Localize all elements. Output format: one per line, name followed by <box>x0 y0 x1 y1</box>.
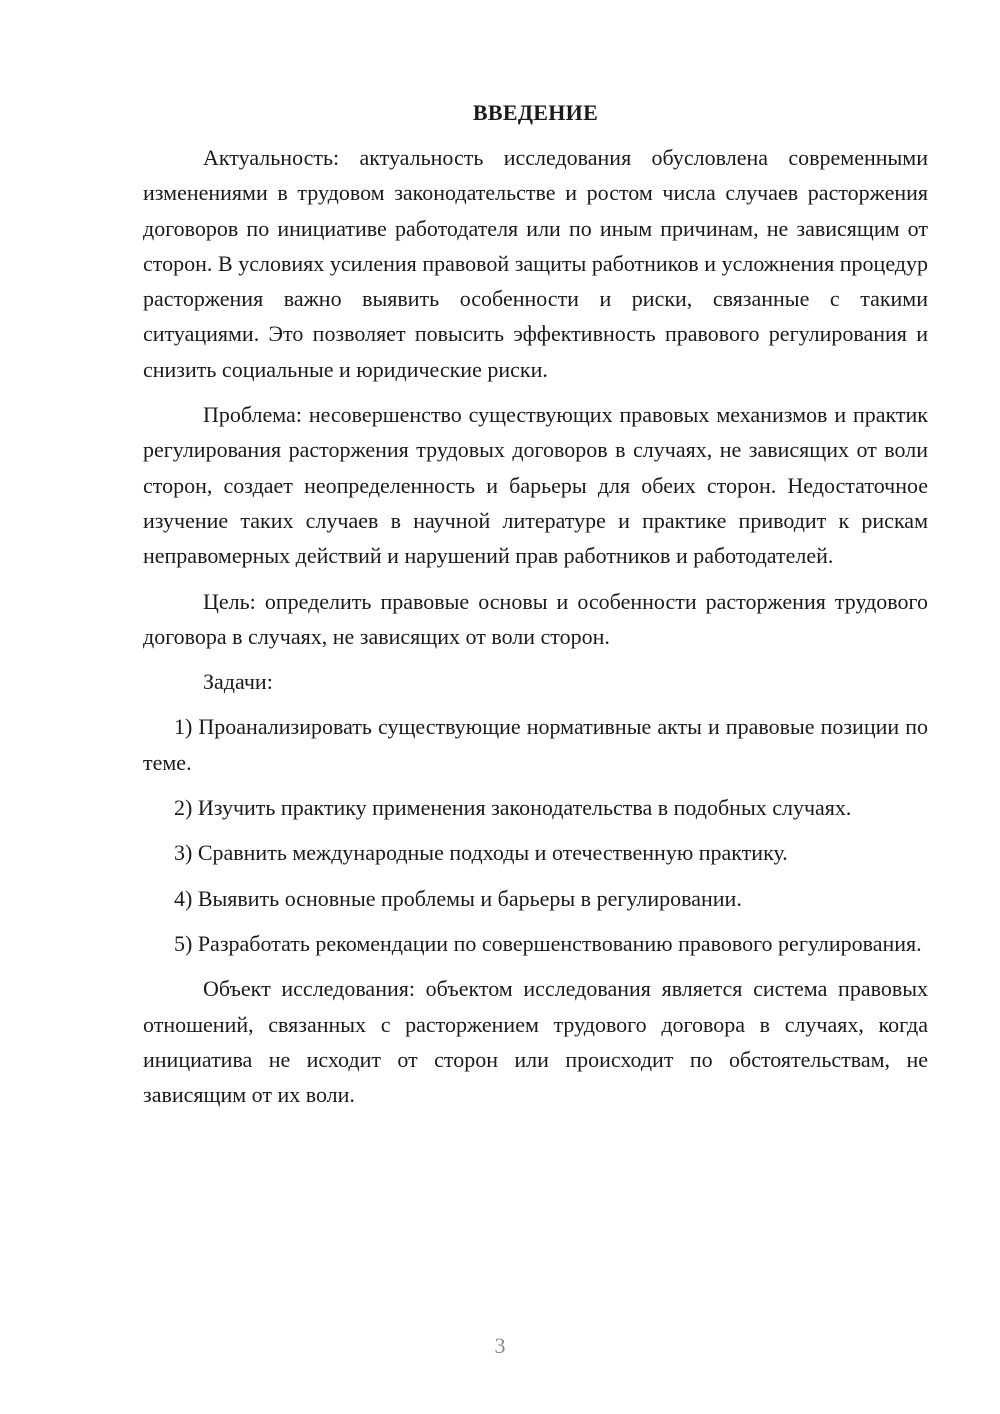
task-item: 3) Сравнить международные подходы и отечественную практику. <box>174 840 788 866</box>
problem-paragraph: Проблема: несовершенство существующих правовых механизмов и практик регулирования расторжения трудовых договоров в случаях, не зависящих от воли сторон, создает неопределенность и барьеры для обеих сторон. Недостаточное изучение таких случаев в научной литературе и практике приводит к рискам неправомерных действий и нарушений прав работников и работодателей. <box>143 402 928 569</box>
task-item: 1) Проанализировать существующие нормативные акты и правовые позиции по теме. <box>143 714 928 775</box>
task-item: 4) Выявить основные проблемы и барьеры в регулировании. <box>174 885 742 911</box>
task-item: 5) Разработать рекомендации по совершенствованию правового регулирования. <box>174 930 922 956</box>
page-number: 3 <box>494 1333 506 1358</box>
object-paragraph: Объект исследования: объектом исследования является система правовых отношений, связанных с расторжением трудового договора в случаях, когда инициатива не исходит от сторон или происходит по обстоятельствам, не зависящим от их воли. <box>143 976 928 1108</box>
document-page <box>143 95 928 1122</box>
relevance-paragraph: Актуальность: актуальность исследования обусловлена современными изменениями в трудовом законодательстве и ростом числа случаев расторжения договоров по инициативе работодателя или по иным причинам, не зависящим от сторон. В условиях усиления правовой защиты работников и усложнения процедур расторжения важно выявить особенности и риски, связанные с такими ситуациями. Это позволяет повысить эффективность правового регулирования и снизить социальные и юридические риски. <box>143 145 928 382</box>
section-title: ВВЕДЕНИЕ <box>472 100 599 125</box>
task-item: 2) Изучить практику применения законодательства в подобных случаях. <box>174 795 852 821</box>
tasks-heading: Задачи: <box>203 669 273 695</box>
tasks-list <box>143 709 928 961</box>
goal-paragraph: Цель: определить правовые основы и особенности расторжения трудового договора в случаях, не зависящих от воли сторон. <box>143 588 928 649</box>
